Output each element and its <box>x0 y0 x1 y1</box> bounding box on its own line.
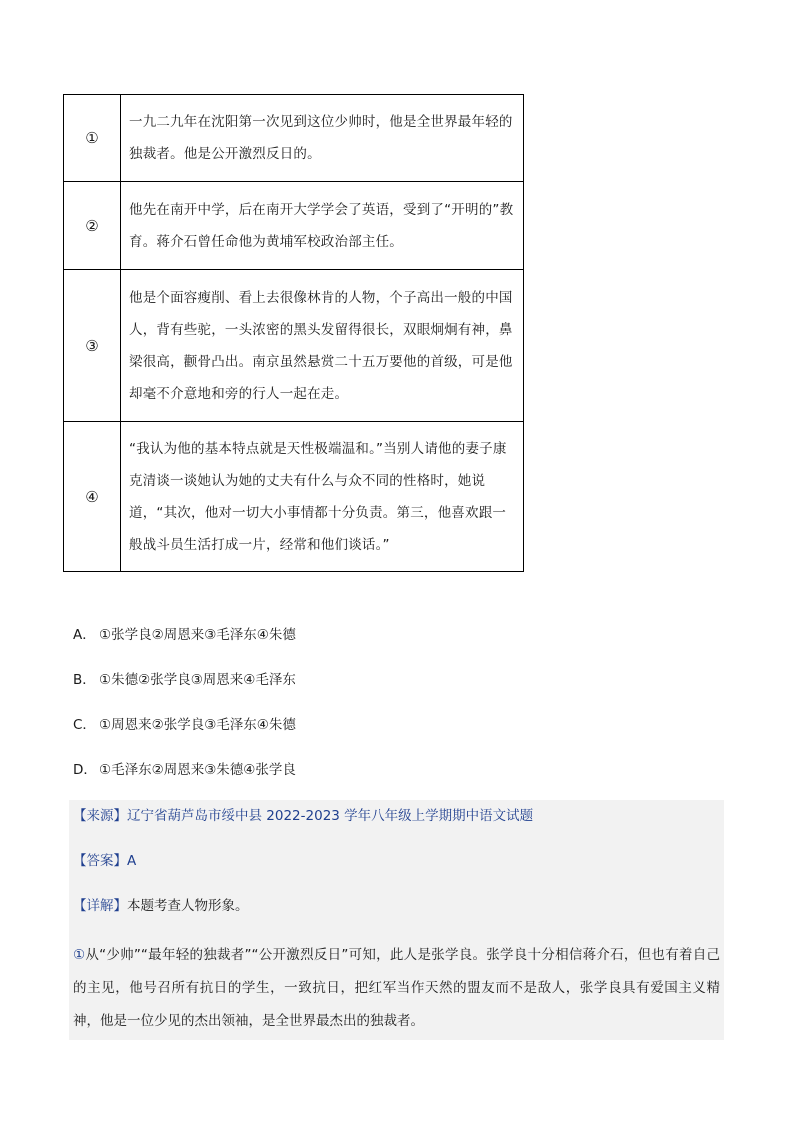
option-c[interactable] <box>73 710 713 755</box>
detail-line <box>69 890 724 935</box>
table-row <box>64 422 524 572</box>
table-row <box>64 95 524 182</box>
paragraph-mark: ① <box>73 947 86 963</box>
option-d[interactable] <box>73 755 713 800</box>
answer-text: A <box>127 853 137 869</box>
row-text: 他是个面容瘦削、看上去很像林肯的人物，个子高出一般的中国人，背有些驼，一头浓密的黑头发留得很长，双眼炯炯有神，鼻梁很高，颧骨凸出。南京虽然悬赏二十五万要他的首级，可是他却毫不介意地和旁的行人一起在走。 <box>121 270 524 422</box>
row-text: 一九二九年在沈阳第一次见到这位少帅时，他是全世界最年轻的独裁者。他是公开激烈反日的。 <box>121 95 524 182</box>
option-text: ①朱德②张学良③周恩来④毛泽东 <box>99 672 296 688</box>
source-tag: 【来源】 <box>73 808 127 824</box>
answer-tag: 【答案】 <box>73 853 127 869</box>
table-row <box>64 270 524 422</box>
answer-line <box>69 845 724 890</box>
answer-explanation <box>69 800 724 1040</box>
option-b[interactable] <box>73 665 713 710</box>
option-letter: A． <box>73 627 96 643</box>
option-a[interactable] <box>73 620 713 665</box>
detail-text: 本题考查人物形象。 <box>127 898 249 914</box>
source-text: 辽宁省葫芦岛市绥中县 2022-2023 学年八年级上学期期中语文试题 <box>127 808 534 824</box>
detail-tag: 【详解】 <box>73 898 127 914</box>
option-text: ①毛泽东②周恩来③朱德④张学良 <box>99 762 296 778</box>
row-text: 他先在南开中学，后在南开大学学会了英语，受到了“开明的”教育。蒋介石曾任命他为黄埔军校政治部主任。 <box>121 182 524 270</box>
row-number: ③ <box>64 270 121 422</box>
option-letter: D． <box>73 762 97 778</box>
row-number: ② <box>64 182 121 270</box>
row-text: “我认为他的基本特点就是天性极端温和。”当别人请他的妻子康克清谈一谈她认为她的丈夫有什么与众不同的性格时，她说道，“其次，他对一切大小事情都十分负责。第三，他喜欢跟一般战斗员生活打成一片，经常和他们谈话。” <box>121 422 524 572</box>
row-number: ① <box>64 95 121 182</box>
option-text: ①周恩来②张学良③毛泽东④朱德 <box>99 717 296 733</box>
source-line <box>69 800 724 845</box>
option-letter: B． <box>73 672 96 688</box>
answer-options <box>73 620 713 800</box>
row-number: ④ <box>64 422 121 572</box>
table-row <box>64 182 524 270</box>
quote-table <box>63 94 524 572</box>
paragraph-text: 从“少帅”“最年轻的独裁者”“公开激烈反日”可知，此人是张学良。张学良十分相信蒋介石，但也有着自己的主见，他号召所有抗日的学生，一致抗日，把红军当作天然的盟友而不是敌人，张学良具有爱国主义精神，他是一位少见的杰出领袖，是全世界最杰出的独裁者。 <box>73 947 720 1029</box>
option-text: ①张学良②周恩来③毛泽东④朱德 <box>99 627 296 643</box>
option-letter: C． <box>73 717 96 733</box>
detail-paragraph <box>69 935 724 1040</box>
